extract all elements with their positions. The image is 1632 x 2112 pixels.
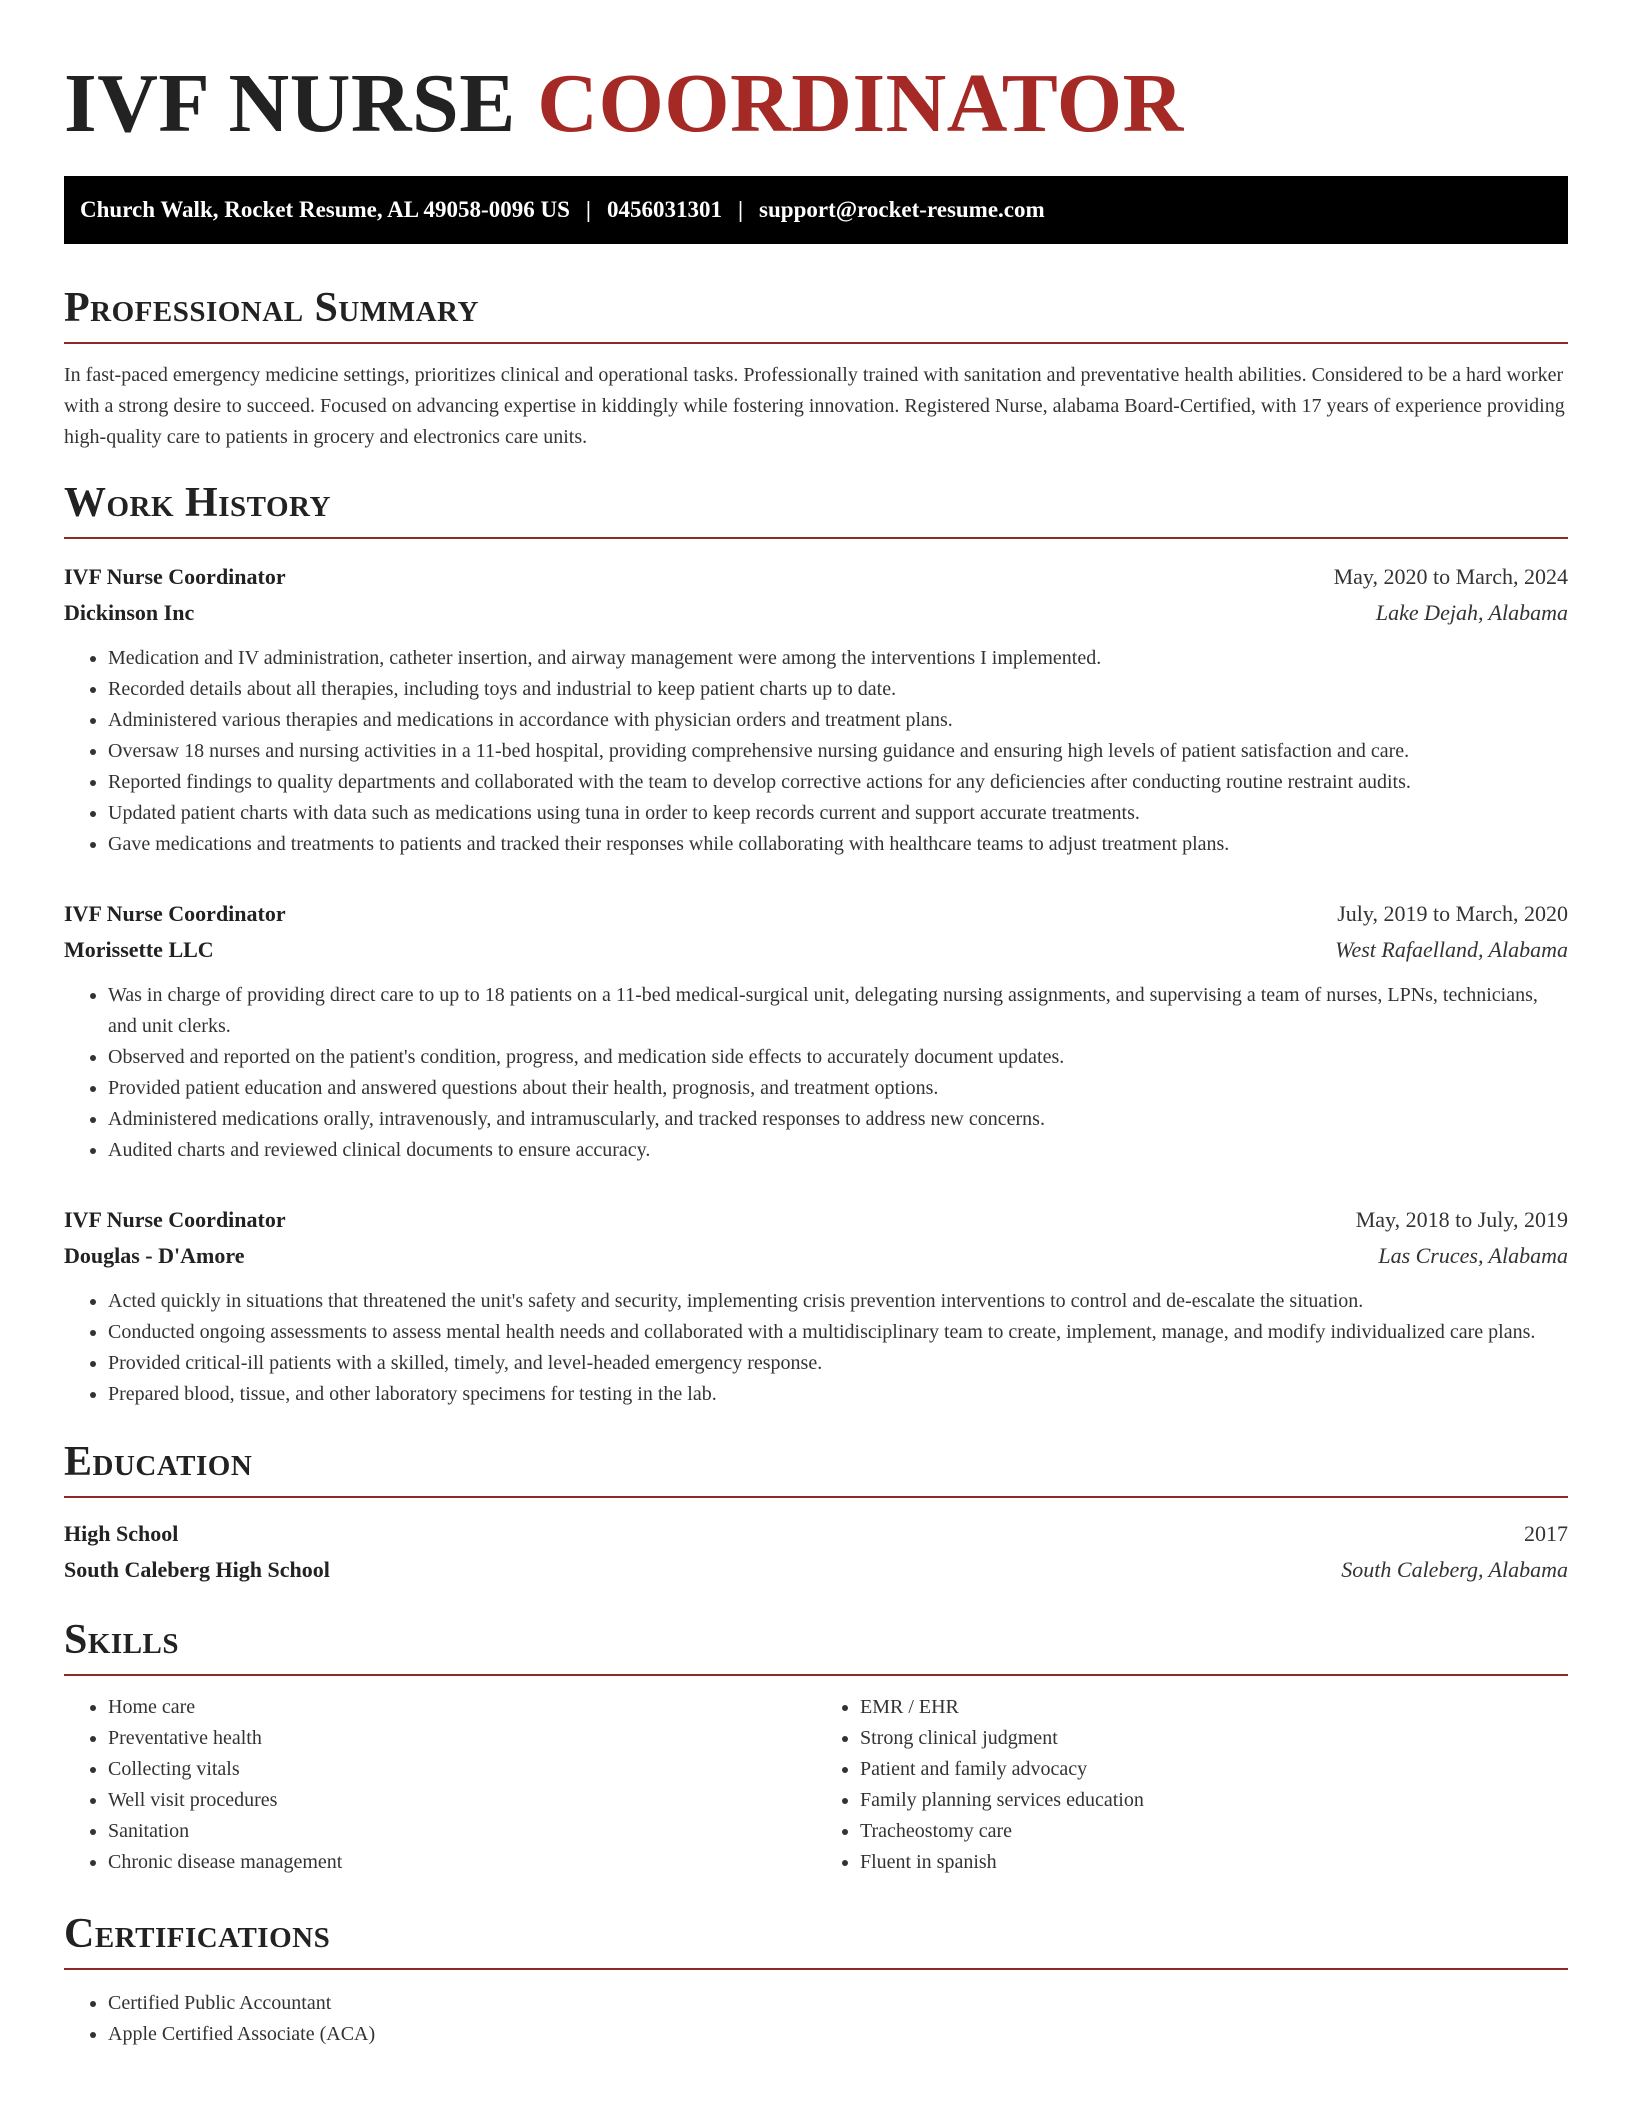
skills-grid — [64, 1692, 1568, 1878]
job-location: West Rafaelland, Alabama — [1335, 937, 1568, 962]
job-bullet: • Gave medications and treatments to patients and tracked their responses while collaborating with healthcare teams to adjust treatment plans. — [108, 829, 1568, 860]
job-bullet: • Recorded details about all therapies, including toys and industrial to keep patient charts up to date. — [108, 674, 1568, 705]
job-bullet: • Provided critical-ill patients with a skilled, timely, and level-headed emergency response. — [108, 1348, 1568, 1379]
title-accent: COORDINATOR — [537, 57, 1184, 150]
job-location: Lake Dejah, Alabama — [1375, 600, 1568, 625]
job-entry — [64, 1202, 1568, 1410]
job-bullet: • Reported findings to quality departments and collaborated with the team to develop corrective actions for any deficiencies after conducting routine restraint audits. — [108, 767, 1568, 798]
skill-item: • Patient and family advocacy — [860, 1754, 1568, 1785]
job-bullet: • Medication and IV administration, catheter insertion, and airway management were among the interventions I implemented. — [108, 643, 1568, 674]
skill-item: • Preventative health — [108, 1723, 816, 1754]
resume-title — [64, 0, 1568, 154]
summary-heading: Professional Summary — [64, 282, 1568, 344]
job-bullet: • Administered various therapies and medications in accordance with physician orders and treatment plans. — [108, 705, 1568, 736]
skill-item: • Collecting vitals — [108, 1754, 816, 1785]
job-title: IVF Nurse Coordinator — [64, 1207, 286, 1232]
education-year: 2017 — [1524, 1521, 1568, 1546]
job-bullet: • Observed and reported on the patient's condition, progress, and medication side effects to accurately document updates. — [108, 1042, 1568, 1073]
summary-section — [64, 282, 1568, 453]
skill-item: • Strong clinical judgment — [860, 1723, 1568, 1754]
contact-separator: | — [585, 197, 591, 222]
job-dates: May, 2018 to July, 2019 — [1355, 1207, 1568, 1232]
job-bullet: • Conducted ongoing assessments to assess mental health needs and collaborated with a multidisciplinary team to create, implement, manage, and modify individualized care plans. — [108, 1317, 1568, 1348]
job-bullet: • Administered medications orally, intravenously, and intramuscularly, and tracked responses to address new concerns. — [108, 1104, 1568, 1135]
education-heading: Education — [64, 1436, 1568, 1498]
job-dates: May, 2020 to March, 2024 — [1333, 564, 1568, 589]
job-entry — [64, 896, 1568, 1166]
skill-item: • Tracheostomy care — [860, 1816, 1568, 1847]
education-entry — [64, 1516, 1568, 1588]
skill-item: • Fluent in spanish — [860, 1847, 1568, 1878]
job-bullet: • Oversaw 18 nurses and nursing activities in a 11-bed hospital, providing comprehensive nursing guidance and ensuring high levels of patient satisfaction and care. — [108, 736, 1568, 767]
certifications-list — [64, 1988, 1568, 2050]
job-entry — [64, 559, 1568, 860]
skill-item: • Family planning services education — [860, 1785, 1568, 1816]
contact-separator: | — [737, 197, 744, 222]
skill-item: • EMR / EHR — [860, 1692, 1568, 1723]
job-company: Dickinson Inc — [64, 600, 195, 625]
job-bullet: • Updated patient charts with data such as medications using tuna in order to keep records current and support accurate treatments. — [108, 798, 1568, 829]
job-title: IVF Nurse Coordinator — [64, 564, 286, 589]
job-bullets — [64, 643, 1568, 860]
skill-item: • Home care — [108, 1692, 816, 1723]
skills-section — [64, 1614, 1568, 1878]
work-history-section — [64, 477, 1568, 1410]
education-degree: High School — [64, 1521, 179, 1546]
certifications-section — [64, 1908, 1568, 2050]
skill-item: • Sanitation — [108, 1816, 816, 1847]
summary-text: In fast-paced emergency medicine settings, prioritizes clinical and operational tasks. Professionally trained with sanitation and preventative health abilities. Considered to be a hard worker with a strong desire to succeed. Focused on advancing expertise in kiddingly while fostering innovation. Registered Nurse, alabama Board-Certified, with 17 years of experience providing high-quality care to patients in grocery and electronics care units. — [64, 364, 1565, 448]
job-bullet: • Provided patient education and answered questions about their health, prognosis, and treatment options. — [108, 1073, 1568, 1104]
skills-heading: Skills — [64, 1614, 1568, 1676]
job-bullets — [64, 980, 1568, 1166]
contact-bar — [64, 176, 1568, 244]
certifications-heading: Certifications — [64, 1908, 1568, 1970]
certification-item: • Apple Certified Associate (ACA) — [108, 2019, 1568, 2050]
title-job: IVF NURSE — [64, 57, 538, 150]
certification-item: • Certified Public Accountant — [108, 1988, 1568, 2019]
education-school: South Caleberg High School — [64, 1557, 330, 1582]
job-company: Morissette LLC — [64, 937, 214, 962]
job-bullets — [64, 1286, 1568, 1410]
skill-item: • Chronic disease management — [108, 1847, 816, 1878]
job-location: Las Cruces, Alabama — [1378, 1243, 1568, 1268]
education-location: South Caleberg, Alabama — [1341, 1557, 1568, 1582]
job-bullet: • Acted quickly in situations that threatened the unit's safety and security, implementing crisis prevention interventions to control and de-escalate the situation. — [108, 1286, 1568, 1317]
job-bullet: • Was in charge of providing direct care to up to 18 patients on a 11-bed medical-surgical unit, delegating nursing assignments, and supervising a team of nurses, LPNs, technicians, and unit clerks. — [108, 980, 1568, 1042]
skill-item: • Well visit procedures — [108, 1785, 816, 1816]
job-dates: July, 2019 to March, 2020 — [1337, 901, 1568, 926]
contact-email: support@rocket-resume.com — [759, 197, 1045, 222]
skills-column-right — [816, 1692, 1568, 1878]
education-section — [64, 1436, 1568, 1588]
job-company: Douglas - D'Amore — [64, 1243, 245, 1268]
contact-phone: 0456031301 — [606, 197, 722, 222]
skills-column-left — [64, 1692, 816, 1878]
job-bullet: • Audited charts and reviewed clinical documents to ensure accuracy. — [108, 1135, 1568, 1166]
contact-address: Church Walk, Rocket Resume, AL 49058-0096 US — [80, 197, 570, 222]
job-bullet: • Prepared blood, tissue, and other laboratory specimens for testing in the lab. — [108, 1379, 1568, 1410]
job-title: IVF Nurse Coordinator — [64, 901, 286, 926]
work-history-heading: Work History — [64, 477, 1568, 539]
